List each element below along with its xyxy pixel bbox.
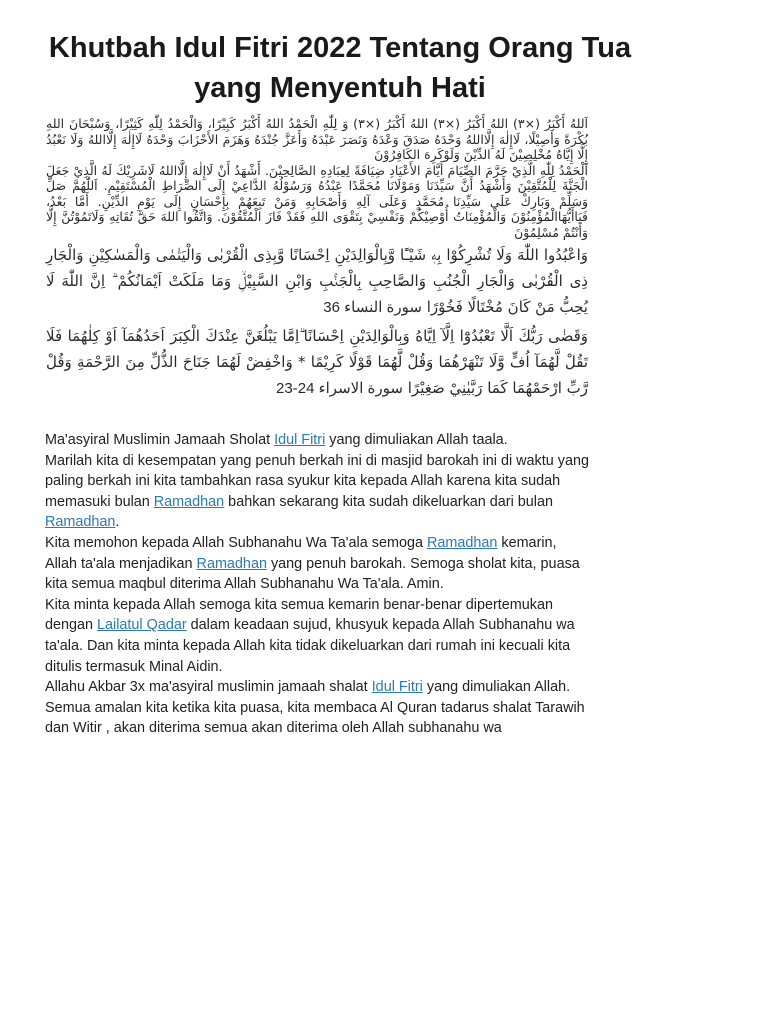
- ayat-isra-reference: سورة الاسراء 24-23: [276, 380, 403, 397]
- paragraph-text: Marilah kita di kesempatan yang penuh berkah ini di masjid barokah ini di waktu yang paling berkah ini kita tambahkan rasa syukur kita kepada Allah karena kita sudah memasuki bulan: [45, 452, 589, 510]
- arabic-ayat-isra: [46, 323, 588, 402]
- paragraph-text: Semua amalan kita ketika kita puasa, kita membaca Al Quran tadarus shalat Tarawih dan Witir , akan diterima semua akan diterima oleh Allah subhanahu wa: [45, 699, 585, 737]
- paragraph-text: yang dimuliakan Allah taala.: [325, 432, 508, 448]
- paragraph-4: [45, 595, 590, 677]
- paragraph-2: [45, 451, 590, 533]
- paragraph-text: bahkan sekarang kita sudah dikeluarkan dari bulan: [224, 493, 553, 510]
- paragraph-text: Kita memohon kepada Allah Subhanahu Wa Ta'ala semoga: [45, 534, 427, 551]
- paragraph-text: Ma'asyiral Muslimin Jamaah Sholat: [45, 432, 275, 448]
- link-ramadhan[interactable]: Ramadhan: [196, 555, 267, 572]
- arabic-text-image: [46, 116, 588, 402]
- arabic-takbir: اَللهُ أَكْبَرُ (×٣) اللهُ أَكْبَرُ (×٣) اللهُ أَكْبَرُ (×٣) وَ لِلّٰهِ الْحَمْدُ اللهُ أَكْبَرُ كَبِيْرًا، وَالْحَمْدُ لِلّٰهِ كَثِيْرًا، وَسُبْحَانَ اللهِ بُكْرَةً وَأَصِيْلًا، لَاإِلٰهَ إِلَّااللهُ وَحْدَهُ صَدَقَ وَعْدَهُ وَنَصَرَ عَبْدَهُ وَأَعَزَّ جُنْدَهُ وَهَزَمَ الأَحْزَابَ وَحْدَهُ لَاإِلٰهَ إِلَّااللهُ وَلَا نَعْبُدُ إِلَّا إِيَّاهُ مُخْلِصِيْنَ لَهُ الدِّيْنَ وَلَوْكَرِهَ الكَافِرُوْنَ: [46, 116, 588, 162]
- paragraph-text: Allahu Akbar 3x ma'asyiral muslimin jamaah shalat: [45, 679, 372, 696]
- arabic-hamdalah: اَلْحَمْدُ لِلّٰهِ الَّذِيْ حَرَّمَ الصِّيَامَ أَيَّامَ الأَعْيَادِ ضِيَافَةً لِعِبَادِهِ الصَّالِحِيْنَ. أَشْهَدُ أَنْ لَاإِلٰهَ إِلَّااللهُ لَاشَرِيْكَ لَهُ الَّذِيْ جَعَلَ الْجَنَّةَ لِلْمُتَّقِيْنَ وَأَشْهَدُ أَنَّ سَيِّدَنَا وَمَوْلَانَا مُحَمَّدًا عَبْدُهُ وَرَسُوْلُهُ الدَّاعِيْ إِلَى الصِّرَاطِ الْمُسْتَقِيْمِ. اَللّٰهُمَّ صَلِّ وَسَلِّمْ وَبَارِكْ عَلَى سَيِّدِنَا مُحَمَّدٍ وَعَلَى آلِهِ وَأَصْحَابِهِ وَمَنْ تَبِعَهُمْ بِإِحْسَانٍ إِلَى يَوْمِ الدِّيْنِ. أَمَّا بَعْدُ، فَيَاأَيُّهَاالْمُؤْمِنُوْنَ وَالْمُؤْمِنَاتُ أُوْصِيْكُمْ وَنَفْسِيْ بِتَقْوَى اللهِ فَقَدْ فَازَ الْمُتَّقُوْنَ. وَاتَّقُوا اللهَ حَقَّ تُقَاتِهِ وَلَاتَمُوْتُنَّ إِلَّا وَأَنْتُمْ مُسْلِمُوْنَ: [46, 162, 588, 240]
- link-ramadhan[interactable]: Ramadhan: [426, 534, 498, 551]
- ayat-isra-text: وَقَضٰى رَبُّكَ اَلَّا تَعْبُدُوْٓا اِلَّآ اِيَّاهُ وَبِالْوَالِدَيْنِ اِحْسَانًا ۗاِمَّا يَبْلُغَنَّ عِنْدَكَ الْكِبَرَ اَحَدُهُمَآ اَوْ كِلٰهُمَا فَلَا تَقُلْ لَّهُمَآ اُفٍّ وَّلَا تَنْهَرْهُمَا وَقُلْ لَّهُمَا قَوْلًا كَرِيْمًا * وَاخْفِضْ لَهُمَا جَنَاحَ الذُّلِّ مِنَ الرَّحْمَةِ وَقُلْ رَّبِّ ارْحَمْهُمَا كَمَا رَبَّيٰنِيْ صَغِيْرًا: [46, 327, 588, 397]
- paragraph-1: [45, 430, 590, 451]
- paragraph-5: [45, 677, 590, 698]
- paragraph-text: .: [115, 514, 120, 531]
- link-ramadhan[interactable]: Ramadhan: [153, 493, 225, 510]
- page-title: Khutbah Idul Fitri 2022 Tentang Orang Tua yang Menyentuh Hati: [48, 32, 632, 104]
- paragraph-3: [45, 533, 590, 595]
- ayat-nisa-text: وَاعْبُدُوا اللّٰهَ وَلَا تُشْرِكُوْا بِهٖ شَيْـًٔا وَّبِالْوَالِدَيْنِ اِحْسَانًا وَّبِذِى الْقُرْبٰى وَالْيَتٰمٰى وَالْمَسٰكِيْنِ وَالْجَارِ ذِى الْقُرْبٰى وَالْجَارِ الْجُنُبِ وَالصَّاحِبِ بِالْجَنْۢبِ وَابْنِ السَّبِيْلِۙ وَمَا مَلَكَتْ اَيْمَانُكُمْ ۗ اِنَّ اللّٰهَ لَا يُحِبُّ مَنْ كَانَ مُخْتَالًا فَخُوْرًا: [46, 246, 588, 316]
- ayat-nisa-reference: سورة النساء 36: [323, 299, 422, 316]
- paragraph-text: Kita minta kepada Allah semoga kita semua kemarin benar-benar dipertemukan dengan: [45, 596, 553, 634]
- arabic-ayat-nisa: [46, 242, 588, 321]
- link-idul-fitri[interactable]: Idul Fitri: [371, 679, 423, 696]
- paragraph-text: yang dimuliakan Allah.: [422, 679, 571, 696]
- link-lailatul-qadar[interactable]: Lailatul Qadar: [97, 617, 187, 634]
- paragraph-text: dalam keadaan sujud, khusyuk kepada Allah Subhanahu wa ta'ala. Dan kita minta kepada Allah kita tidak dikeluarkan dari rumah ini kecuali kita ditulis termasuk Minal Aidin.: [45, 617, 575, 675]
- paragraph-text: kemarin, Allah ta'ala menjadikan: [45, 534, 557, 572]
- article-body: [45, 430, 590, 739]
- link-ramadhan[interactable]: Ramadhan: [45, 514, 116, 531]
- link-idul-fitri[interactable]: Idul Fitri: [274, 432, 326, 448]
- paragraph-6: [45, 698, 590, 739]
- paragraph-text: yang penuh barokah. Semoga sholat kita, puasa kita semua maqbul diterima Allah Subhanahu Wa Ta'ala. Amin.: [45, 555, 580, 593]
